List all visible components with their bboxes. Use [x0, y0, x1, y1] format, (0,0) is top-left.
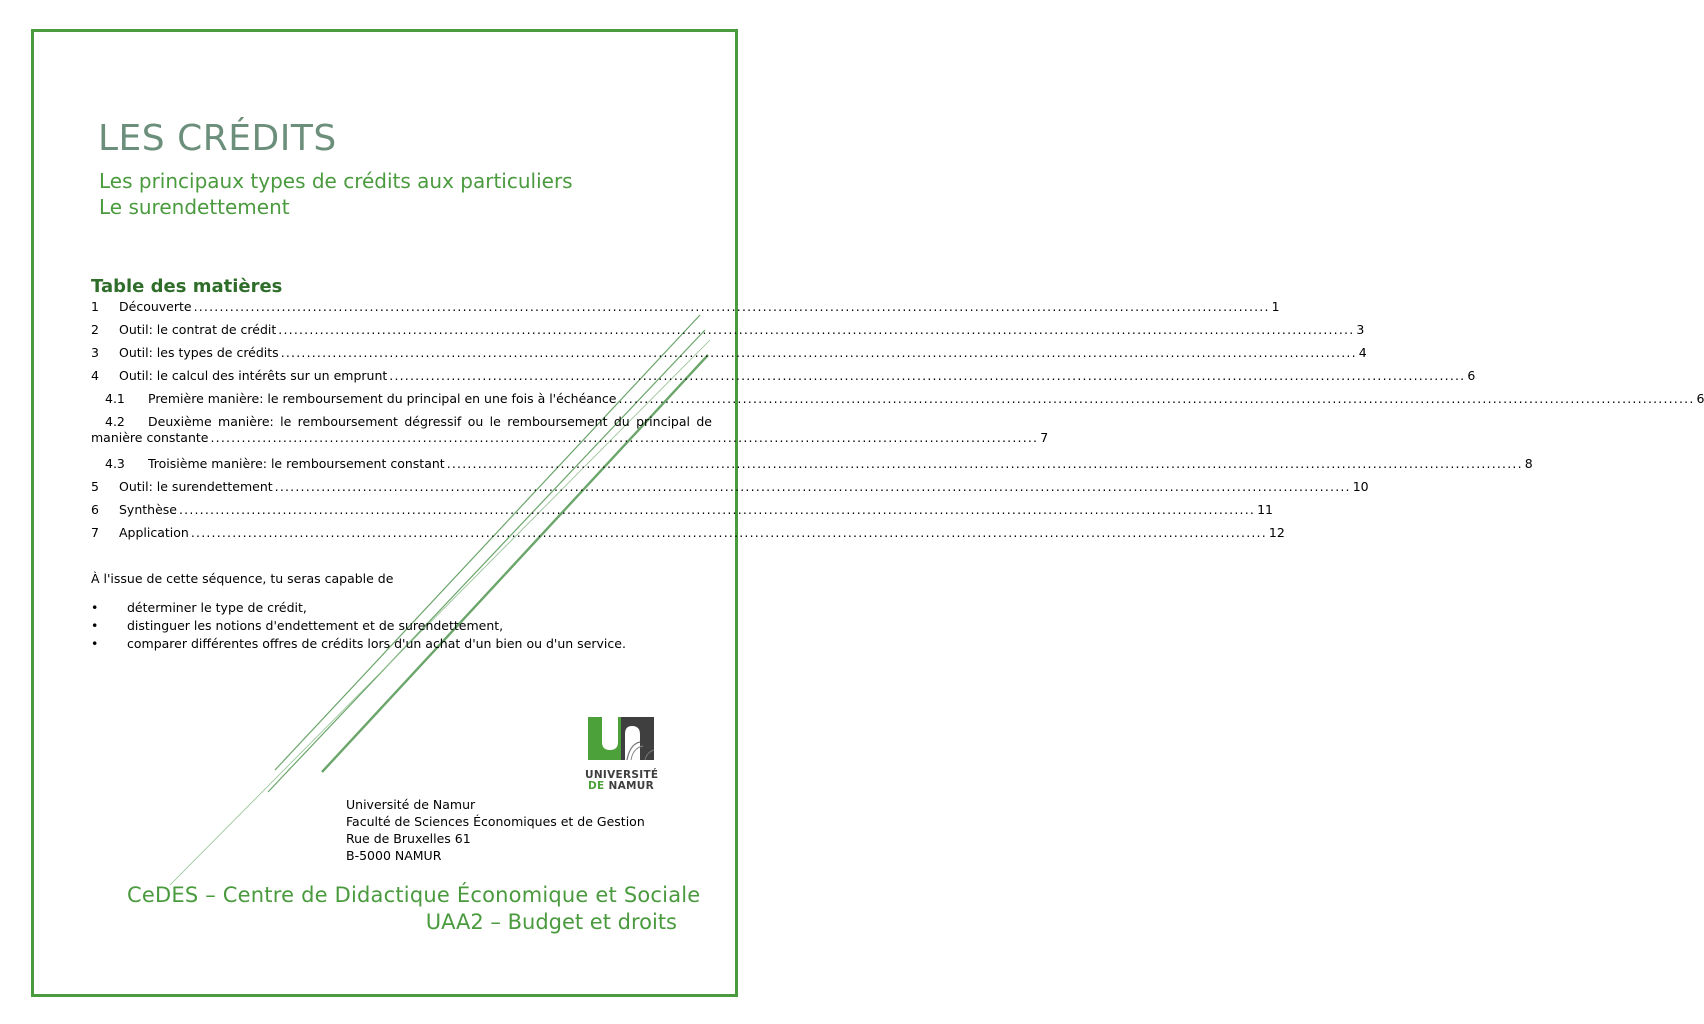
document-subtitle-secondary: Le surendettement	[99, 195, 290, 219]
toc-entry-page: 4	[1358, 345, 1367, 360]
toc-heading: Table des matières	[91, 276, 283, 297]
toc-entry-page: 1	[1271, 299, 1280, 314]
toc-entry-label: Application	[119, 525, 189, 540]
toc-entry-page: 7	[1040, 430, 1049, 445]
address-line: Université de Namur	[346, 797, 476, 812]
toc-entry-number: 4.1	[105, 391, 125, 406]
toc-entry-page: 3	[1356, 322, 1365, 337]
bullet-icon: •	[91, 636, 99, 651]
toc-leader-dots	[275, 479, 1351, 494]
toc-entry[interactable]	[91, 502, 1273, 517]
objectives-list	[91, 600, 626, 654]
objectives-intro: À l'issue de cette séquence, tu seras capable de	[91, 571, 394, 586]
toc-subentry[interactable]	[91, 456, 1533, 471]
toc-entry-label: Première manière: le remboursement du principal en une fois à l'échéance	[148, 391, 617, 406]
logo-text-namur: NAMUR	[608, 780, 654, 792]
toc-subentry[interactable]	[91, 391, 1704, 406]
toc-entry-page: 11	[1257, 502, 1273, 517]
toc-entry-number: 2	[91, 322, 99, 337]
toc-entry-number: 4.3	[105, 456, 125, 471]
toc-entry-label: Synthèse	[119, 502, 177, 517]
toc-leader-dots	[618, 391, 1694, 406]
toc-entry-label: Outil: les types de crédits	[119, 345, 279, 360]
toc-leader-dots	[281, 345, 1357, 360]
list-item	[91, 600, 626, 618]
toc-entry-label: Troisième manière: le remboursement constant	[148, 456, 445, 471]
toc-entry-label: Deuxième manière: le remboursement dégressif ou le remboursement du principal de	[148, 414, 712, 429]
toc-entry-label-continued: manière constante	[91, 430, 209, 445]
logo-text-de: DE	[588, 780, 605, 792]
document-subtitle: Les principaux types de crédits aux particuliers	[99, 169, 573, 193]
document-title: LES CRÉDITS	[98, 118, 337, 159]
toc-leader-dots	[194, 299, 1270, 314]
toc-entry[interactable]	[91, 299, 1280, 314]
list-item-text: comparer différentes offres de crédits lors d'un achat d'un bien ou d'un service.	[127, 636, 626, 651]
list-item-text: déterminer le type de crédit,	[127, 600, 307, 615]
toc-leader-dots: ................................................................................................................................................................	[210, 430, 1039, 445]
toc-entry-page: 8	[1524, 456, 1533, 471]
toc-leader-dots	[278, 322, 1354, 337]
toc-entry-label: Outil: le calcul des intérêts sur un emprunt	[119, 368, 388, 383]
toc-entry-label: Outil: le surendettement	[119, 479, 273, 494]
toc-entry-number: 1	[91, 299, 99, 314]
toc-leader-dots	[447, 456, 1523, 471]
toc-entry[interactable]	[91, 479, 1369, 494]
toc-entry[interactable]	[91, 368, 1476, 383]
toc-entry-number: 4.2	[105, 414, 125, 429]
university-logo	[585, 714, 657, 792]
university-logo-icon	[585, 714, 657, 764]
logo-text-line1: UNIVERSITÉ	[585, 769, 659, 781]
toc-entry-number: 6	[91, 502, 99, 517]
toc-entry-page: 6	[1696, 391, 1704, 406]
logo-text-line2	[585, 781, 657, 792]
toc-entry-number: 3	[91, 345, 99, 360]
list-item	[91, 636, 626, 654]
toc-leader-dots	[191, 525, 1267, 540]
toc-leader-dots	[389, 368, 1465, 383]
toc-entry-number: 5	[91, 479, 99, 494]
address-line: B-5000 NAMUR	[346, 848, 442, 863]
toc-subentry[interactable]	[91, 414, 1049, 445]
toc-entry-page: 12	[1268, 525, 1285, 540]
toc-entry-page: 6	[1467, 368, 1476, 383]
toc-entry-label: Outil: le contrat de crédit	[119, 322, 277, 337]
toc-entry[interactable]	[91, 322, 1365, 337]
toc-entry[interactable]	[91, 345, 1367, 360]
footer-organization: CeDES – Centre de Didactique Économique et Sociale	[127, 883, 701, 907]
footer-course: UAA2 – Budget et droits	[425, 910, 677, 934]
list-item	[91, 618, 626, 636]
toc-entry-label: Découverte	[119, 299, 192, 314]
toc-entry[interactable]	[91, 525, 1285, 540]
toc-entry-number: 4	[91, 368, 99, 383]
list-item-text: distinguer les notions d'endettement et de surendettement,	[127, 618, 504, 633]
bullet-icon: •	[91, 618, 99, 633]
address-block	[346, 796, 645, 864]
toc-entry-number: 7	[91, 525, 99, 540]
bullet-icon: •	[91, 600, 99, 615]
address-line: Faculté de Sciences Économiques et de Gestion	[346, 814, 645, 829]
address-line: Rue de Bruxelles 61	[346, 831, 471, 846]
toc-entry-page: 10	[1352, 479, 1369, 494]
toc-leader-dots	[179, 502, 1255, 517]
